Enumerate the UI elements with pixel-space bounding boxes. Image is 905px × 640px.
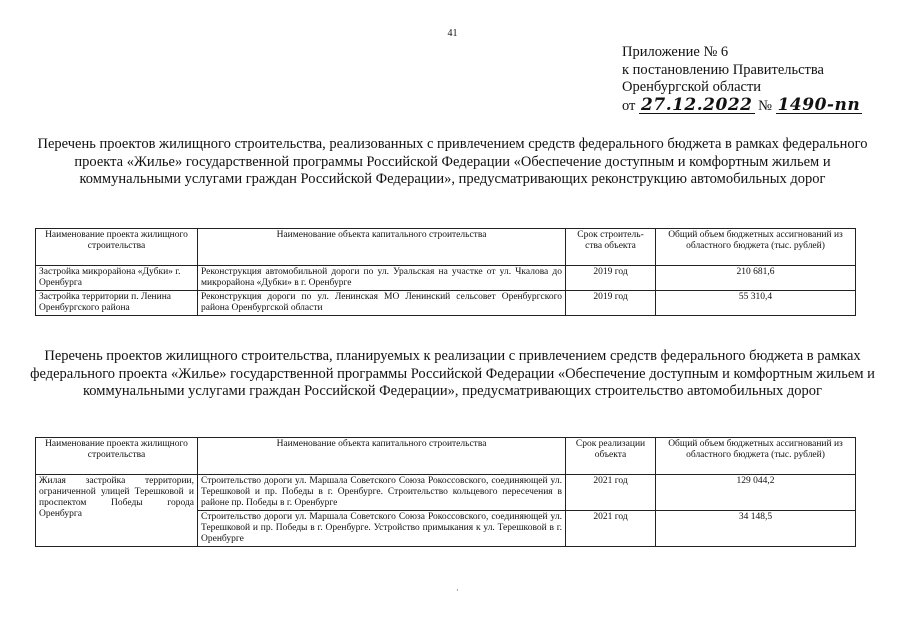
table-header-row (36, 229, 856, 266)
section-2-title: Перечень проектов жилищного строительства, планируемых к реализации с привлечением средств федерального бюджета в рамках федерального проекта «Жилье» государственной программы Российской Федерации «Обеспечение доступным и комфортным жильем и коммунальными услугами граждан Российской Федерации», предусматривающих строительство автомобильных дорог (30, 348, 875, 399)
table-header-row (36, 438, 856, 475)
project-cell: Застройка микрорайона «Дубки» г. Оренбурга (36, 266, 198, 291)
appendix-line-2: к постановлению Правительства (622, 61, 824, 78)
scan-speck: · (456, 586, 459, 595)
object-cell: Строительство дороги ул. Маршала Советского Союза Рокоссовского, соединяющей ул. Терешковой и пр. Победы в г. Оренбурге. Строительство кольцевого пересечения в районе пр. Победы в г. Оренбурге (198, 475, 566, 511)
resolution-date-number (622, 94, 862, 116)
appendix-line-3: Оренбургской области (622, 79, 762, 95)
amount-cell: 129 044,2 (656, 475, 856, 511)
table-row (36, 266, 856, 291)
object-cell: Реконструкция автомобильной дороги по ул. Уральская на участке от ул. Чкалова до микрорайона «Дубки» в г. Оренбурге (198, 266, 566, 291)
header-project: Наименование проекта жилищного строительства (36, 229, 198, 266)
header-amount: Общий объем бюджетных ассигнований из областного бюджета (тыс. рублей) (656, 229, 856, 266)
term-cell: 2019 год (566, 291, 656, 316)
section-1-title: Перечень проектов жилищного строительства, реализованных с привлечением средств федерального бюджета в рамках федерального проекта «Жилье» государственной программы Российской Федерации «Обеспечение доступным и комфортным жильем и коммунальными услугами граждан Российской Федерации», предусматривающих реконструкцию автомобильных дорог (37, 136, 868, 187)
table-row (36, 475, 856, 511)
header-project: Наименование проекта жилищного строительства (36, 438, 198, 475)
appendix-line-1: Приложение № 6 (622, 44, 729, 60)
table-implemented-projects (35, 228, 856, 316)
header-object: Наименование объекта капитального строительства (198, 229, 566, 266)
header-object: Наименование объекта капитального строительства (198, 438, 566, 475)
amount-cell: 55 310,4 (656, 291, 856, 316)
amount-cell: 210 681,6 (656, 266, 856, 291)
from-label: от (622, 97, 636, 114)
term-cell: 2021 год (566, 511, 656, 547)
object-cell: Реконструкция дороги по ул. Ленинская МО Ленинский сельсовет Оренбургского района Оренбургской области (198, 291, 566, 316)
project-cell: Застройка территории п. Ленина Оренбургского района (36, 291, 198, 316)
appendix-header (622, 44, 862, 115)
header-amount: Общий объем бюджетных ассигнований из областного бюджета (тыс. рублей) (656, 438, 856, 475)
page-number: 41 (447, 28, 458, 39)
term-cell: 2019 год (566, 266, 656, 291)
header-term: Срок строитель-ства объекта (566, 229, 656, 266)
term-cell: 2021 год (566, 475, 656, 511)
object-cell: Строительство дороги ул. Маршала Советского Союза Рокоссовского, соединяющей ул. Терешковой и пр. Победы в г. Оренбурге. Устройство примыкания к ул. Терешковой в г. Оренбурге (198, 511, 566, 547)
handwritten-date: 27.12.2022 (641, 94, 753, 115)
handwritten-number: 1490-пп (777, 94, 861, 115)
table-row (36, 291, 856, 316)
amount-cell: 34 148,5 (656, 511, 856, 547)
project-cell: Жилая застройка территории, ограниченной улицей Терешковой и проспектом Победы города Оренбурга (36, 475, 198, 547)
table-planned-projects (35, 437, 856, 547)
header-term: Срок реализации объекта (566, 438, 656, 475)
number-label: № (758, 97, 772, 114)
